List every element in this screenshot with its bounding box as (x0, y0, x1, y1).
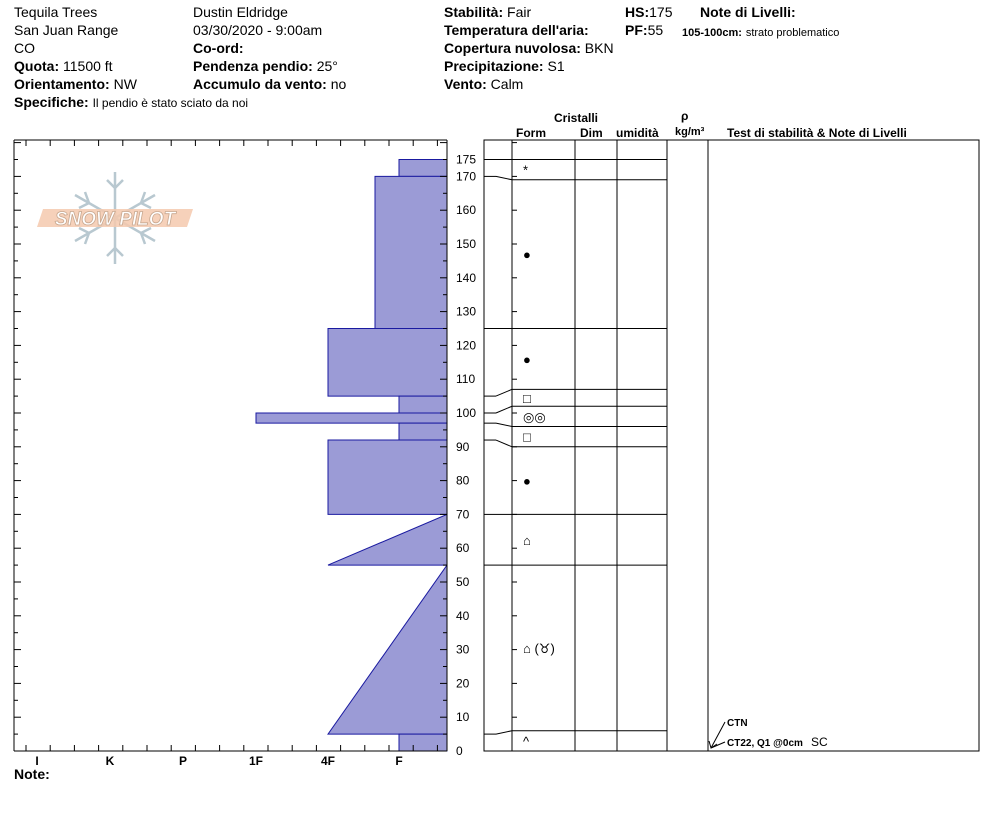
note-livelli-depth: 105-100cm: (682, 27, 742, 39)
pendenza-label: Pendenza pendio: (193, 58, 313, 74)
pf-label: PF: (625, 22, 648, 38)
note-livelli-label: Note di Livelli: (700, 4, 796, 20)
hs-value: 175 (649, 4, 673, 20)
hardness-layer-6 (328, 440, 447, 514)
observer-name: Dustin Eldridge (193, 4, 288, 20)
depth-label-50: 50 (456, 575, 470, 589)
depth-label-70: 70 (456, 507, 470, 522)
depth-label-80: 80 (456, 473, 470, 488)
crystal-rounds-6: ● (523, 473, 531, 489)
cristalli-header: Cristalli (554, 111, 599, 125)
form-header: Form (516, 126, 546, 140)
stability-test-0: CTN (727, 718, 748, 729)
depth-label-60: 60 (456, 541, 470, 556)
vento-value: Calm (490, 76, 524, 92)
crystal-form-symbols (523, 163, 555, 749)
note-label: Note: (14, 766, 50, 782)
hardness-label-F: F (395, 754, 403, 768)
hardness-label-1F: 1F (248, 754, 264, 768)
depth-label-20: 20 (456, 676, 470, 691)
stabilita-label: Stabilità: (444, 4, 504, 20)
note-livelli-text: strato problematico (745, 27, 840, 39)
pendenza-value: 25° (316, 58, 338, 74)
depth-label-120: 120 (456, 338, 477, 353)
state-name: CO (14, 40, 35, 56)
accumulo-value: no (330, 76, 347, 92)
stabilita-value: Fair (507, 4, 532, 20)
hardness-layer-1 (375, 176, 447, 328)
tests-header: Test di stabilità & Note di Livelli (727, 126, 907, 140)
layer-connector-slope-4 (496, 406, 512, 413)
crystal-facets-3: □ (523, 390, 531, 406)
quota-value: 11500 ft (63, 58, 113, 74)
hardness-layer-9 (399, 734, 447, 751)
specifiche-label: Specifiche: (14, 94, 89, 110)
hardness-layer-7 (328, 514, 447, 565)
orientamento-label: Orientamento: (14, 76, 110, 92)
crystal-new-snow-0: * (523, 162, 529, 178)
depth-label-130: 130 (456, 304, 477, 319)
vento-label: Vento: (444, 76, 487, 92)
specifiche-value: Il pendio è stato sciato da noi (92, 96, 249, 110)
depth-label-30: 30 (456, 642, 470, 657)
rho-header: ρ (681, 109, 689, 123)
crystal-faceted-rounds-surface-hoar-8: ⌂ (♉) (523, 640, 555, 656)
hardness-layer-4 (256, 413, 447, 423)
range-name: San Juan Range (14, 22, 119, 38)
orientamento-value: NW (113, 76, 137, 92)
precipitazione-label: Precipitazione: (444, 58, 544, 74)
depth-label-140: 140 (456, 270, 477, 285)
coord-label: Co-ord: (193, 40, 244, 56)
depth-label-100: 100 (456, 406, 477, 420)
accumulo-label: Accumulo da vento: (193, 76, 327, 92)
layer-connector-slope-1 (496, 176, 512, 179)
hardness-label-K: K (105, 754, 115, 768)
observation-datetime: 03/30/2020 - 9:00am (193, 22, 323, 38)
copertura-label: Copertura nuvolosa: (444, 40, 581, 56)
ctn-arrow (711, 722, 725, 748)
density-unit-header: kg/m³ (675, 126, 705, 138)
depth-label-0: 0 (456, 744, 463, 758)
crystal-rounds-2: ● (523, 351, 531, 367)
crystal-faceted-rounds-7: ⌂ (523, 532, 531, 548)
logo-text: SNOW PILOT (54, 209, 176, 230)
temperatura-label: Temperatura dell'aria: (444, 22, 589, 38)
hardness-layer-2 (328, 329, 447, 397)
stability-tests (709, 718, 828, 749)
depth-label-10: 10 (456, 710, 470, 725)
dim-header: Dim (580, 126, 603, 140)
depth-label-175: 175 (456, 152, 477, 167)
crystal-melt-forms-4: ◎◎ (523, 409, 546, 425)
layer-connector-slope-5 (496, 423, 512, 426)
depth-label-170: 170 (456, 169, 477, 184)
hardness-label-P: P (178, 754, 188, 768)
crystal-rounds-1: ● (523, 247, 531, 263)
depth-label-150: 150 (456, 237, 477, 251)
hardness-label-I: I (35, 754, 39, 768)
crystal-facets-5: □ (523, 429, 531, 445)
depth-label-40: 40 (456, 608, 470, 623)
layer-connector-slope-6 (496, 440, 512, 447)
depth-label-160: 160 (456, 203, 477, 218)
hardness-layer-5 (399, 423, 447, 440)
hardness-layer-8 (328, 565, 447, 734)
stability-test-extra-1: SC (811, 735, 828, 749)
pf-value: 55 (647, 22, 664, 38)
depth-axis-labels (456, 153, 476, 759)
layer-connector-slope-3 (496, 389, 512, 396)
hardness-label-4F: 4F (320, 754, 336, 768)
table-frame (484, 140, 979, 751)
stability-test-1: CT22, Q1 @0cm (727, 738, 803, 749)
layer-table (484, 140, 979, 751)
umidita-header: umidità (616, 126, 659, 140)
precipitazione-value: S1 (547, 58, 565, 74)
depth-label-90: 90 (456, 439, 470, 454)
hardness-axis-labels (35, 754, 402, 768)
layer-connector-slope-9 (496, 731, 512, 734)
snow-pilot-logo (37, 172, 193, 264)
crystal-depth-hoar-9: ^ (523, 733, 530, 749)
hs-label: HS: (625, 4, 650, 20)
quota-label: Quota: (14, 58, 60, 74)
location-name: Tequila Trees (14, 4, 98, 20)
hardness-layer-3 (399, 396, 447, 413)
hardness-layer-0 (399, 160, 447, 177)
hardness-profile (256, 160, 447, 752)
depth-label-110: 110 (456, 372, 476, 387)
copertura-value: BKN (584, 40, 614, 56)
